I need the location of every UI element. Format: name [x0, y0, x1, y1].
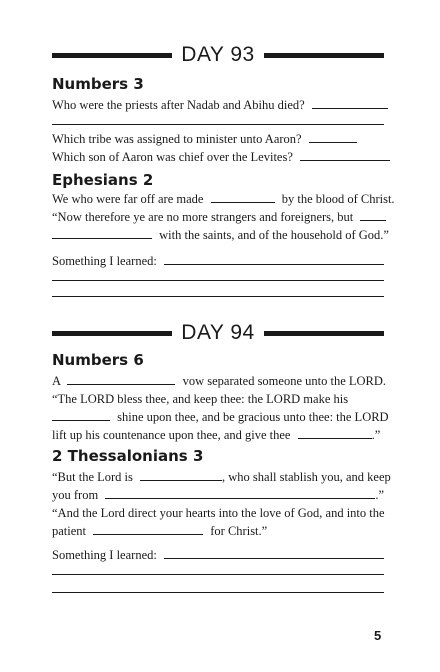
- answer-line[interactable]: [52, 124, 384, 125]
- line-text: with the saints, and of the household of God.”: [159, 228, 389, 242]
- answer-blank[interactable]: [140, 468, 222, 481]
- line-text: “But the Lord is: [52, 470, 133, 484]
- fill-in-line: [52, 486, 384, 504]
- line-text: We who were far off are made: [52, 192, 204, 206]
- fill-in-line: [52, 226, 389, 244]
- notes-line[interactable]: [52, 296, 384, 297]
- fill-in-line: [52, 372, 387, 390]
- day-94-title: DAY 94: [181, 321, 255, 344]
- answer-blank[interactable]: [164, 252, 384, 265]
- line-text: vow separated someone unto the LORD.: [182, 374, 387, 388]
- answer-blank[interactable]: [93, 522, 203, 535]
- line-text: “Now therefore ye are no more strangers and foreigners, but: [52, 210, 354, 224]
- answer-blank[interactable]: [312, 96, 388, 109]
- fill-in-line: [52, 522, 384, 540]
- fill-in-line: [52, 468, 391, 486]
- section-heading-numbers-6: Numbers 6: [52, 351, 144, 369]
- day-93-header: [52, 40, 384, 70]
- answer-blank[interactable]: [67, 372, 175, 385]
- notes-line[interactable]: [52, 280, 384, 281]
- line-text: .”: [371, 428, 381, 442]
- answer-blank[interactable]: [211, 190, 275, 203]
- header-rule-right: [264, 331, 384, 336]
- day-94-header: [52, 318, 384, 348]
- page-number: 5: [374, 628, 382, 643]
- line-text: patient: [52, 524, 87, 538]
- something-learned-label: Something I learned:: [52, 254, 157, 268]
- fill-in-line: [52, 426, 384, 444]
- header-rule-left: [52, 331, 172, 336]
- header-rule-right: [264, 53, 384, 58]
- line-text: for Christ.”: [210, 524, 268, 538]
- notes-line[interactable]: [52, 592, 384, 593]
- line-text: , who shall stablish you, and keep: [222, 470, 391, 484]
- section-heading-ephesians-2: Ephesians 2: [52, 171, 154, 189]
- question-line: [52, 130, 384, 148]
- line-text: shine upon thee, and be gracious unto thee: the LORD: [117, 410, 389, 424]
- question-line: [52, 96, 384, 114]
- day-93-title: DAY 93: [181, 43, 255, 66]
- line-text: “The LORD bless thee, and keep thee: the LORD make his: [52, 392, 349, 406]
- question-line: [52, 148, 384, 166]
- question-text: Who were the priests after Nadab and Abihu died?: [52, 98, 305, 112]
- answer-blank[interactable]: [360, 208, 386, 221]
- line-text: “And the Lord direct your hearts into the love of God, and into the: [52, 506, 385, 520]
- answer-blank[interactable]: [52, 226, 152, 239]
- fill-in-line: [52, 504, 384, 522]
- header-rule-left: [52, 53, 172, 58]
- notes-line[interactable]: [52, 574, 384, 575]
- line-text: by the blood of Christ.: [281, 192, 395, 206]
- line-text: .”: [375, 488, 384, 502]
- something-learned-line: [52, 546, 384, 564]
- answer-blank[interactable]: [105, 486, 375, 499]
- section-heading-2-thessalonians-3: 2 Thessalonians 3: [52, 447, 204, 465]
- question-text: Which son of Aaron was chief over the Levites?: [52, 150, 293, 164]
- something-learned-line: [52, 252, 384, 270]
- line-text: lift up his countenance upon thee, and give thee: [52, 428, 291, 442]
- section-heading-numbers-3: Numbers 3: [52, 75, 144, 93]
- answer-blank[interactable]: [300, 148, 390, 161]
- line-text: A: [52, 374, 61, 388]
- fill-in-line: [52, 408, 389, 426]
- fill-in-line: [52, 390, 384, 408]
- answer-blank[interactable]: [164, 546, 384, 559]
- fill-in-line: [52, 190, 395, 208]
- fill-in-line: [52, 208, 384, 226]
- line-text: you from: [52, 488, 99, 502]
- answer-blank[interactable]: [298, 426, 372, 439]
- answer-blank[interactable]: [309, 130, 357, 143]
- something-learned-label: Something I learned:: [52, 548, 157, 562]
- answer-blank[interactable]: [52, 408, 110, 421]
- question-text: Which tribe was assigned to minister unto Aaron?: [52, 132, 302, 146]
